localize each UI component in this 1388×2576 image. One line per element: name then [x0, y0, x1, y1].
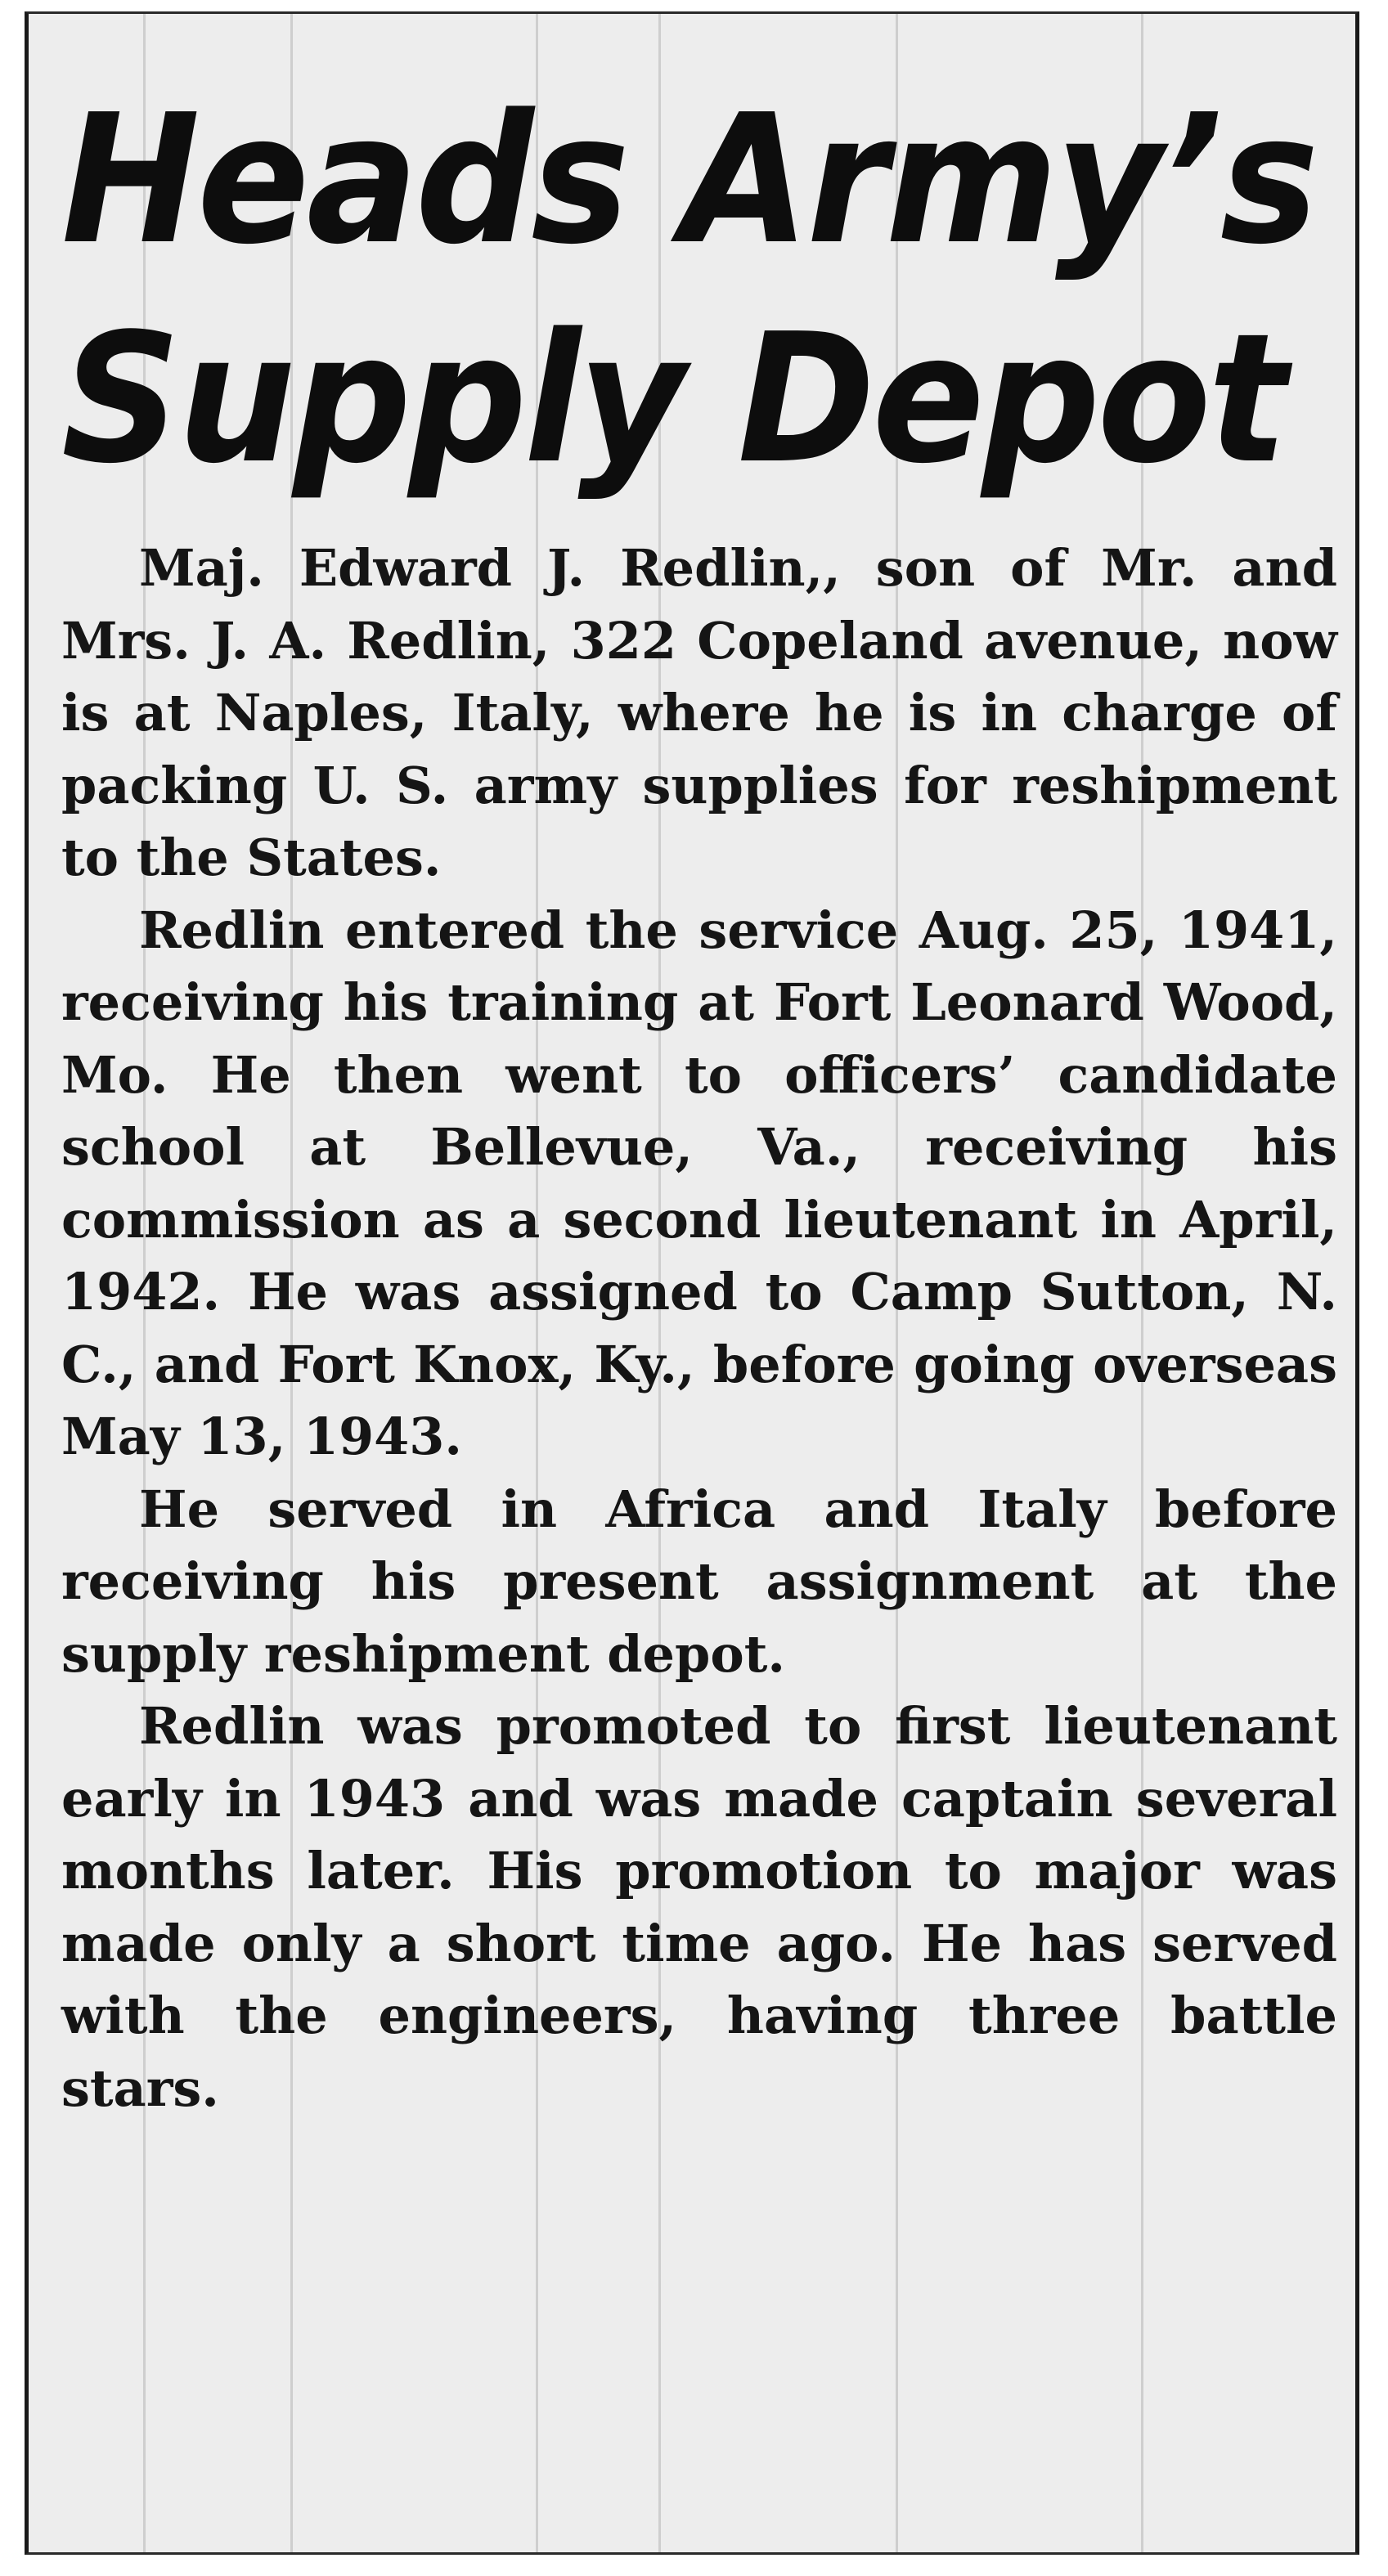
headline-line: Heads Army’s: [61, 77, 1316, 284]
article-body: [61, 532, 1337, 2125]
article-paragraph: He served in Africa and Italy before receiving his present assignment at the supply reshipment depot.: [61, 1479, 1337, 1684]
article-paragraph: Redlin entered the service Aug. 25, 1941, receiving his training at Fort Leonard Wood, Mo. He then went to officers’ candidate school at Bellevue, Va., receiving his commission as a second lieutenant in April, 1942. He was assigned to Camp Sutton, N. C., and Fort Knox, Ky., before going overseas May 13, 1943.: [61, 900, 1337, 1466]
headline: [61, 71, 1316, 509]
article-paragraph: Maj. Edward J. Redlin,, son of Mr. and Mrs. J. A. Redlin, 322 Copeland avenue, now is at Naples, Italy, where he is in charge of packing U. S. army supplies for reshipment to the States.: [61, 538, 1337, 887]
article-paragraph: Redlin was promoted to first lieutenant early in 1943 and was made captain several months later. His promotion to major was made only a short time ago. He has served with the engineers, having three battle stars.: [61, 1696, 1337, 2118]
newspaper-clipping: [25, 11, 1359, 2555]
headline-line: Supply Depot: [61, 296, 1285, 503]
